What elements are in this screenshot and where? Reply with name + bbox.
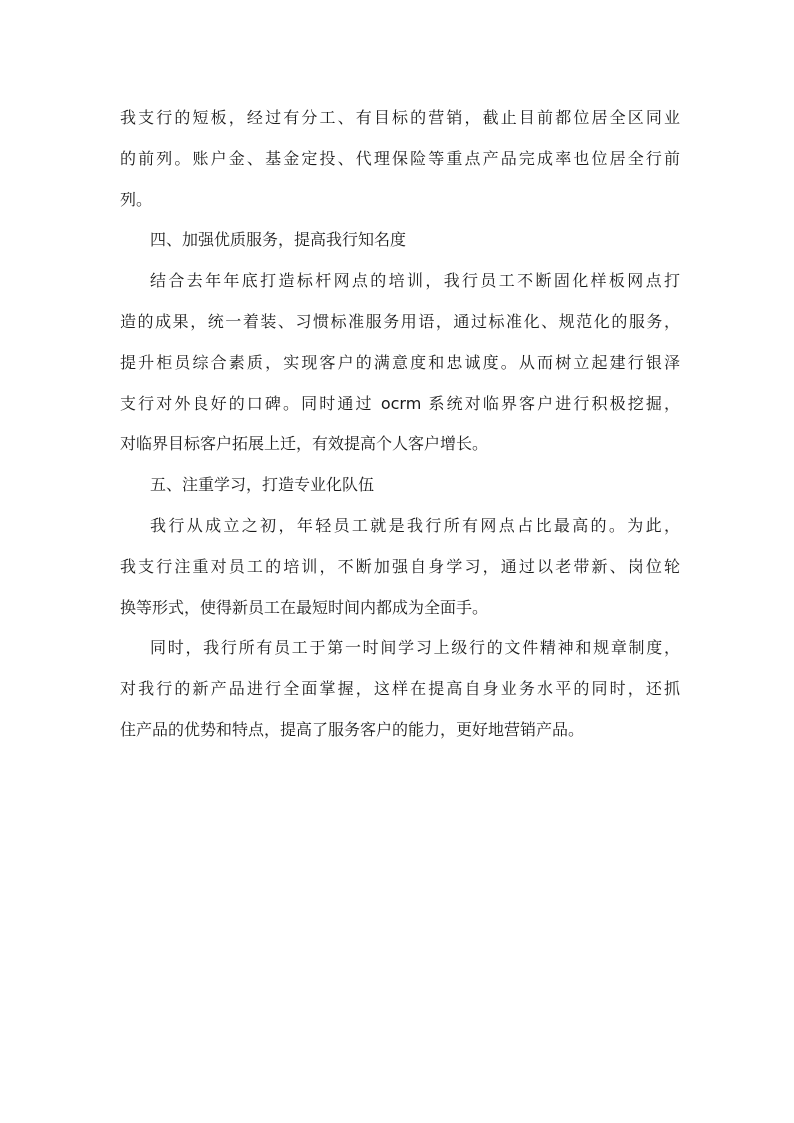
paragraph-line: 同时，我行所有员工于第一时间学习上级行的文件精神和规章制度， [150, 638, 680, 658]
paragraph-line: 对我行的新产品进行全面掌握，这样在提高自身业务水平的同时，还抓 [120, 679, 680, 699]
paragraph-line: 提升柜员综合素质，实现客户的满意度和忠诚度。从而树立起建行银泽 [120, 352, 680, 372]
paragraph-line: 造的成果，统一着装、习惯标准服务用语，通过标准化、规范化的服务， [120, 311, 680, 331]
paragraph-line: 的前列。账户金、基金定投、代理保险等重点产品完成率也位居全行前 [120, 148, 680, 168]
paragraph-line: 列。 [120, 189, 153, 209]
paragraph-line: 换等形式，使得新员工在最短时间内都成为全面手。 [120, 597, 489, 617]
paragraph-line: 我支行注重对员工的培训，不断加强自身学习，通过以老带新、岗位轮 [120, 556, 680, 576]
paragraph-line: 支行对外良好的口碑。同时通过 ocrm 系统对临界客户进行积极挖掘， [120, 393, 680, 413]
section-heading-4: 四、加强优质服务，提高我行知名度 [150, 230, 407, 250]
paragraph-line: 住产品的优势和特点，提高了服务客户的能力，更好地营销产品。 [120, 719, 585, 739]
section-heading-5: 五、注重学习，打造专业化队伍 [150, 475, 375, 495]
paragraph-line: 我支行的短板，经过有分工、有目标的营销，截止目前都位居全区同业 [120, 108, 680, 127]
paragraph-line: 结合去年年底打造标杆网点的培训，我行员工不断固化样板网点打 [150, 271, 680, 291]
paragraph-line: 我行从成立之初，年轻员工就是我行所有网点占比最高的。为此， [150, 515, 680, 535]
paragraph-line: 对临界目标客户拓展上迁，有效提高个人客户增长。 [120, 434, 489, 454]
document-body [120, 104, 680, 757]
